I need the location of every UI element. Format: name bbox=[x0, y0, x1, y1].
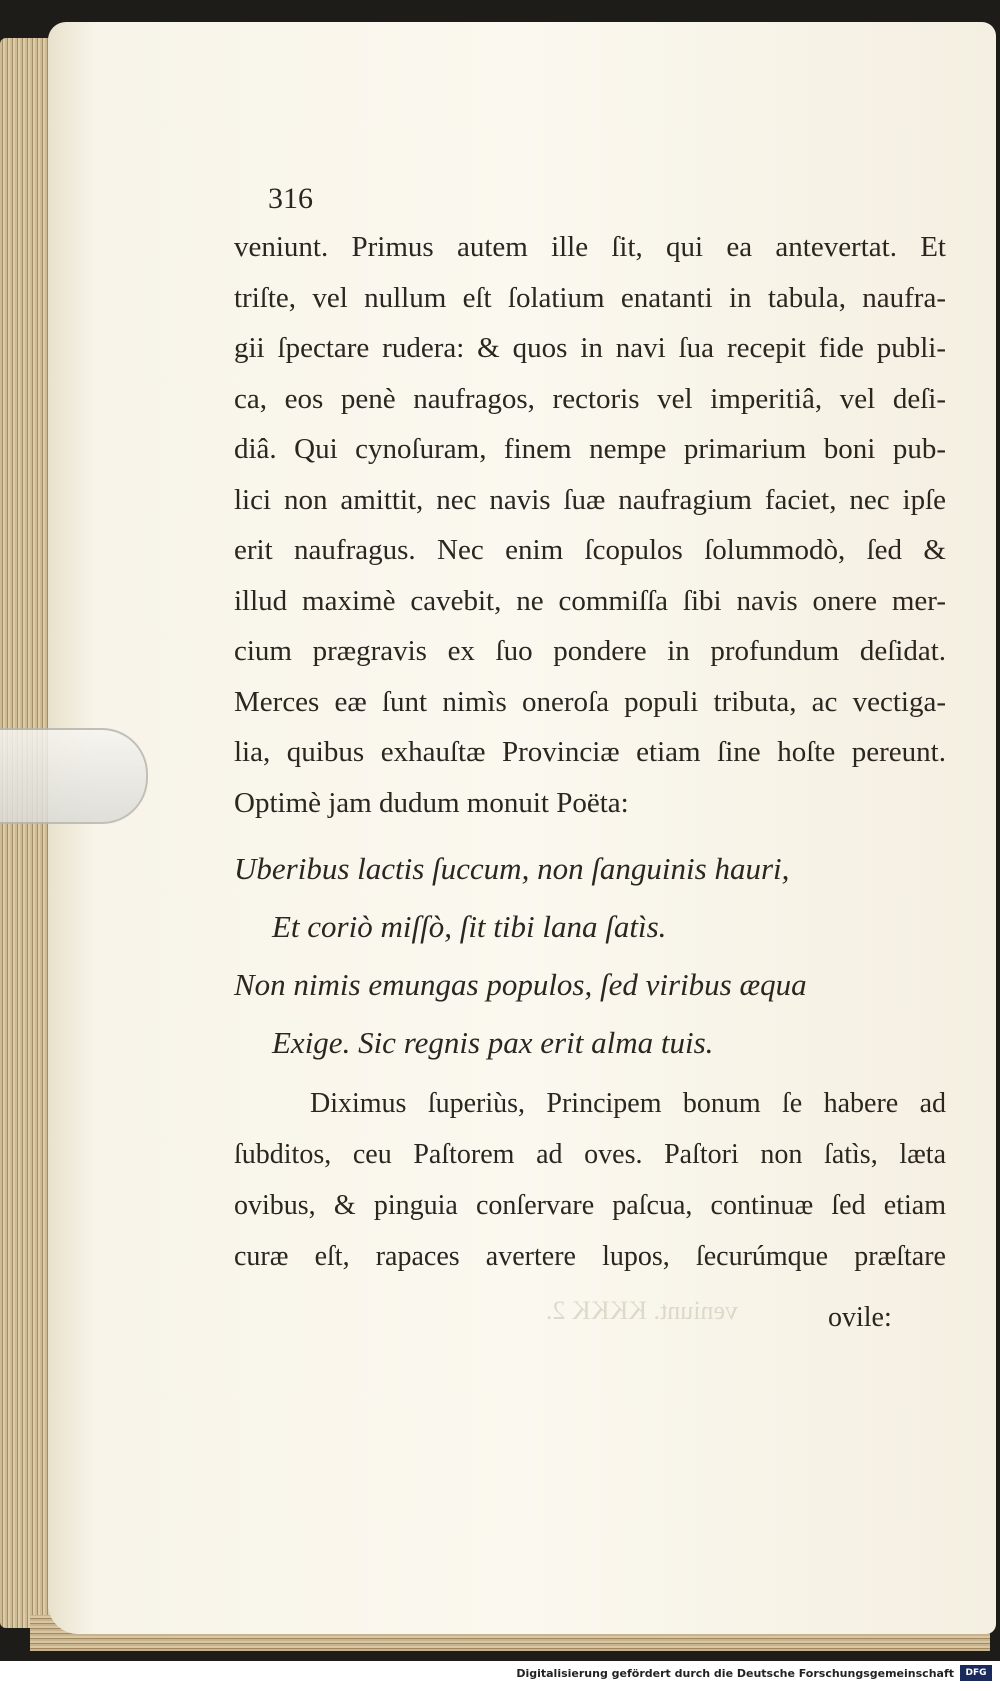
prose-line: cium prægravis ex ſuo pondere in profundum deſidat. bbox=[234, 635, 946, 667]
prose-line: illud maximè cavebit, ne commiſſa ſibi navis onere mer- bbox=[234, 584, 946, 617]
prose-line: ca, eos penè naufragos, rectoris vel imperitiâ, vel deſi- bbox=[234, 382, 946, 415]
footer-credit: Digitalisierung gefördert durch die Deutsche Forschungsgemeinschaft bbox=[516, 1667, 954, 1680]
prose-line: triſte, vel nullum eſt ſolatium enatanti in tabula, naufra- bbox=[234, 281, 946, 314]
prose-line: erit naufragus. Nec enim ſcopulos ſolummodò, ſed & bbox=[234, 534, 946, 566]
page-number: 316 bbox=[268, 182, 313, 215]
prose-line: Optimè jam dudum monuit Poëta: bbox=[234, 786, 629, 819]
dfg-logo-icon: DFG bbox=[960, 1665, 992, 1681]
prose-line: gii ſpectare rudera: & quos in navi ſua recepit fide publi- bbox=[234, 332, 946, 364]
bookmark-tab bbox=[0, 728, 148, 824]
prose-line: ſubditos, ceu Paſtorem ad oves. Paſtori non ſatìs, læta bbox=[234, 1139, 946, 1170]
bleed-through-text: veniunt. KKKK 2. bbox=[545, 1296, 738, 1325]
prose-line: curæ eſt, rapaces avertere lupos, ſecurúmque præſtare bbox=[234, 1241, 946, 1272]
footer-bar bbox=[0, 1661, 1000, 1691]
catchword: ovile: bbox=[828, 1302, 892, 1333]
prose-block bbox=[234, 222, 946, 828]
prose-line: ovibus, & pinguia conſervare paſcua, continuæ ſed etiam bbox=[234, 1190, 946, 1221]
prose-line: lici non amittit, nec navis ſuæ naufragium faciet, nec ipſe bbox=[234, 483, 946, 516]
verse-line: Et coriò miſſò, ſit tibi lana ſatìs. bbox=[272, 909, 667, 944]
prose-line: lia, quibus exhauſtæ Provinciæ etiam ſine hoſte pereunt. bbox=[234, 736, 946, 768]
verse-line: Non nimis emungas populos, ſed viribus æqua bbox=[234, 967, 807, 1002]
prose-line: Merces eæ ſunt nimìs oneroſa populi tributa, ac vectiga- bbox=[234, 685, 946, 718]
prose-block-2 bbox=[234, 1078, 946, 1282]
verse-block bbox=[234, 840, 946, 1072]
verse-line: Exige. Sic regnis pax erit alma tuis. bbox=[272, 1025, 714, 1060]
verse-line: Uberibus lactis ſuccum, non ſanguinis hauri, bbox=[234, 851, 790, 886]
prose-line: Diximus ſuperiùs, Principem bonum ſe habere ad bbox=[310, 1088, 946, 1119]
prose-line: veniunt. Primus autem ille ſit, qui ea antevertat. Et bbox=[234, 231, 946, 263]
prose-line: diâ. Qui cynoſuram, finem nempe primarium boni pub- bbox=[234, 433, 946, 465]
